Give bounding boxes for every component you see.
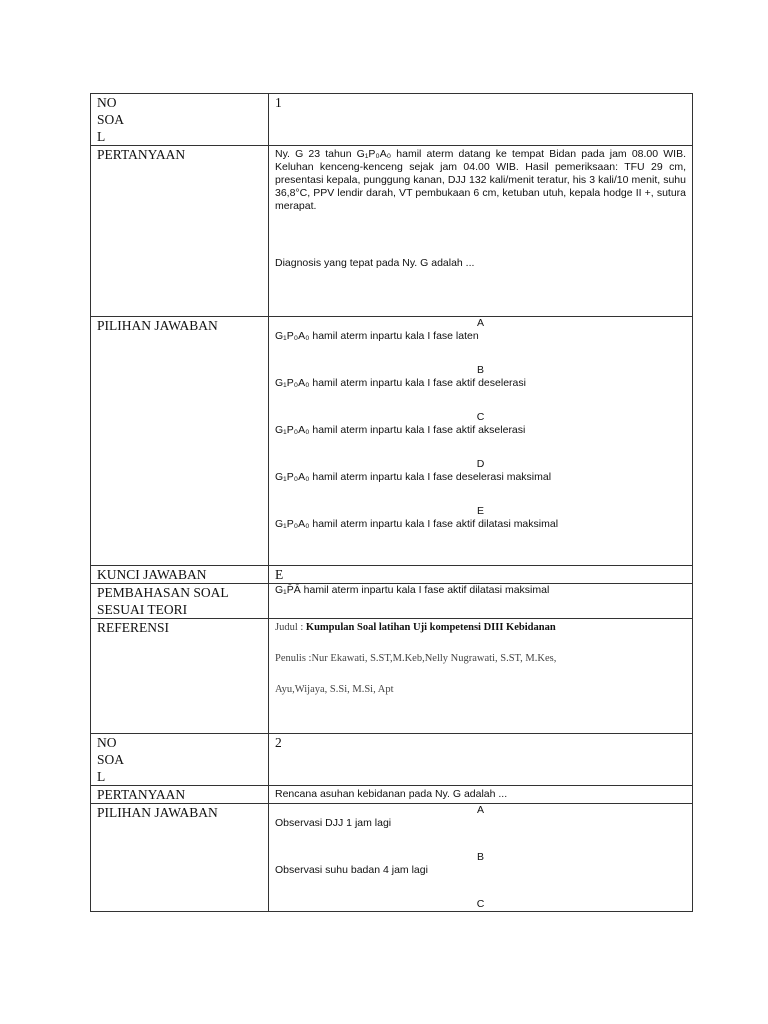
pilihan-jawaban-cell [269,317,693,566]
kunci-jawaban-label: KUNCI JAWABAN [91,566,269,584]
option-d [275,458,686,484]
pembahasan-label [91,584,269,619]
referensi-cell [269,619,693,734]
option-e [275,505,686,531]
pilihan-jawaban-label: PILIHAN JAWABAN [91,804,269,912]
option-letter: B [476,851,484,863]
option-text: G₁P₀A₀ hamil aterm inpartu kala I fase laten [275,330,479,342]
row-no-soal-1 [91,94,693,146]
no-soal-label-line: SOA [97,752,125,767]
no-soal-label-line: L [97,769,106,784]
option-text: Observasi suhu badan 4 jam lagi [275,864,428,876]
pertanyaan-label: PERTANYAAN [91,146,269,317]
no-soal-label-line: NO [97,735,117,750]
no-soal-label-line: L [97,129,106,144]
option-c [275,898,686,911]
option-c [275,411,686,437]
option-text: G₁P₀A₀ hamil aterm inpartu kala I fase aktif dilatasi maksimal [275,518,559,530]
soal-table [90,93,693,912]
option-b [275,851,686,877]
option-b [275,364,686,390]
pembahasan-label-line: SESUAI TEORI [97,602,188,617]
row-kunci-jawaban-1 [91,566,693,584]
no-soal-label-line: SOA [97,112,125,127]
option-text: G₁P₀A₀ hamil aterm inpartu kala I fase deselerasi maksimal [275,471,552,483]
option-a [275,804,686,830]
row-referensi-1 [91,619,693,734]
option-letter: E [476,505,484,517]
pilihan-jawaban-cell [269,804,693,912]
no-soal-label [91,94,269,146]
pertanyaan-text: Ny. G 23 tahun G₁P₀A₀ hamil aterm datang ke tempat Bidan pada jam 08.00 WIB. Keluhan kenceng-kenceng sejak jam 04.00 WIB. Hasil pemeriksaan: TFU 29 cm, presentasi kepala, punggung kanan, DJJ 132 kali/menit teratur, his 3 kali/10 menit, suhu 36,8°C, PPV lendir darah, VT pembukaan 6 cm, ketuban utuh, kepala hodge II +, sutura merapat. [275,148,686,212]
kunci-jawaban-value: E [269,566,693,584]
option-text: G₁P₀A₀ hamil aterm inpartu kala I fase aktif deselerasi [275,377,526,389]
referensi-label: REFERENSI [91,619,269,734]
row-pertanyaan-1 [91,146,693,317]
option-letter: D [476,458,485,470]
no-soal-value: 1 [269,94,693,146]
option-letter: B [476,364,484,376]
pertanyaan-prompt: Diagnosis yang tepat pada Ny. G adalah ... [275,257,475,269]
pertanyaan-text: Rencana asuhan kebidanan pada Ny. G adalah ... [269,786,693,804]
option-a [275,317,686,343]
pembahasan-text: G₁P̄Ā hamil aterm inpartu kala I fase aktif dilatasi maksimal [269,584,693,619]
row-pilihan-jawaban-1 [91,317,693,566]
row-pilihan-jawaban-2 [91,804,693,912]
ref-judul-label: Judul : [275,622,306,633]
row-pertanyaan-2 [91,786,693,804]
row-pembahasan-1 [91,584,693,619]
pembahasan-label-line: PEMBAHASAN SOAL [97,585,229,600]
pertanyaan-cell [269,146,693,317]
no-soal-label-line: NO [97,95,117,110]
ref-penulis-2: Ayu,Wijaya, S.Si, M.Si, Apt [275,684,394,695]
option-letter: C [476,898,485,910]
option-letter: C [476,411,485,423]
pilihan-jawaban-label: PILIHAN JAWABAN [91,317,269,566]
option-letter: A [476,317,484,329]
ref-judul-value: Kumpulan Soal latihan Uji kompetensi DIII Kebidanan [305,622,556,633]
ref-penulis: Penulis :Nur Ekawati, S.ST,M.Keb,Nelly Nugrawati, S.ST, M.Kes, [275,653,557,664]
option-text: Observasi DJJ 1 jam lagi [275,817,392,829]
no-soal-label [91,734,269,786]
row-no-soal-2 [91,734,693,786]
no-soal-value: 2 [269,734,693,786]
ref-judul [275,619,686,635]
option-letter: A [476,804,484,816]
pertanyaan-label: PERTANYAAN [91,786,269,804]
option-text: G₁P₀A₀ hamil aterm inpartu kala I fase aktif akselerasi [275,424,526,436]
